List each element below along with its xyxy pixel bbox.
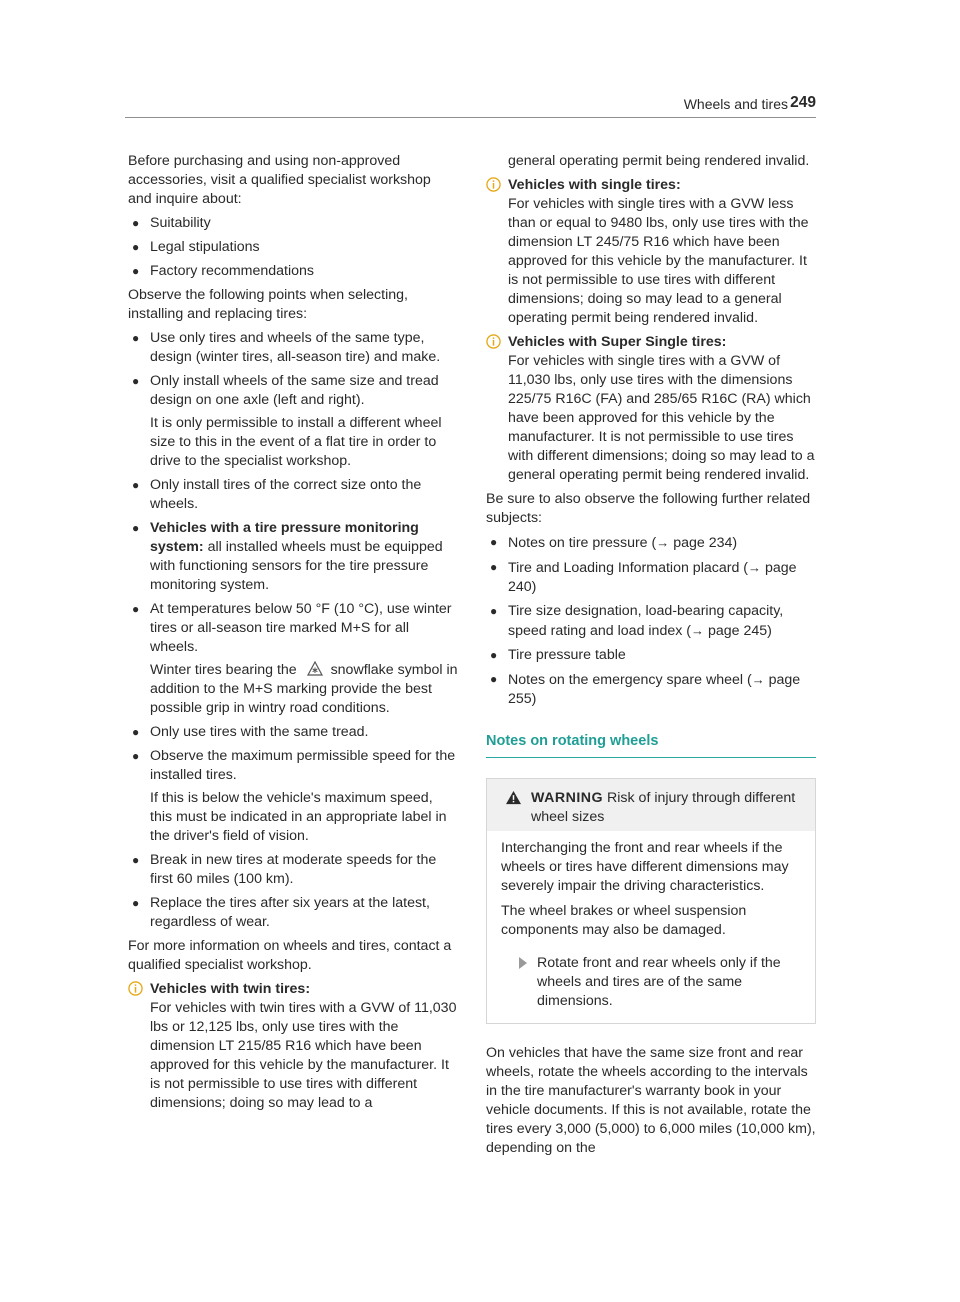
page-header: [125, 0, 816, 118]
list-item: ● Only install tires of the correct size onto the wheels.: [132, 477, 422, 512]
warning-triangle-icon: [505, 790, 522, 805]
note-icon: [486, 177, 501, 192]
note-title: Vehicles with twin tires:: [150, 981, 311, 997]
bullet-icon: ●: [490, 535, 498, 549]
running-header-title: Wheels and tires: [683, 96, 788, 112]
bullet-icon: ●: [132, 264, 140, 278]
snowflake-mountain-icon: [307, 661, 323, 676]
bullet-icon: ●: [132, 478, 140, 492]
list-item: ● Break in new tires at moderate speeds for the first 60 miles (100 km).: [132, 852, 437, 887]
warning-header: [487, 779, 815, 831]
cross-reference-arrow-icon: →: [691, 623, 704, 638]
note-title: Vehicles with Super Single tires:: [508, 334, 727, 350]
list-item[interactable]: ● Notes on the emergency spare wheel (→ page 255): [490, 672, 801, 707]
note-text: For vehicles with single tires with a GVW less than or equal to 9480 lbs, only use tires with the dimension LT 245/75 R16 which have been approved for this vehicle by the manufacturer. It is not permissible to use tires with different dimensions; doing so may lead to a general operating permit being rendered invalid.: [508, 196, 809, 326]
bullet-icon: ●: [132, 853, 140, 867]
cross-reference-arrow-icon: →: [656, 535, 670, 550]
bullet-icon: ●: [490, 648, 498, 662]
action-arrow-icon: [519, 957, 527, 969]
warning-text: Interchanging the front and rear wheels if the wheels or tires have different dimensions may severely impair the driving characteristics.: [501, 840, 789, 894]
bullet-icon: ●: [132, 240, 140, 254]
related-subjects-list: [486, 533, 816, 709]
page-reference-link[interactable]: page 234): [673, 535, 738, 551]
list-item: ● Use only tires and wheels of the same type, design (winter tires, all-season tire) and make.: [132, 330, 441, 365]
bullet-icon: ●: [132, 374, 140, 388]
list-item: ● Replace the tires after six years at the latest, regardless of wear.: [132, 895, 430, 930]
list-item: ● Suitability: [132, 215, 211, 231]
warning-body: [487, 831, 815, 1023]
left-column: [128, 152, 458, 1118]
super-single-tires-note: [486, 333, 816, 485]
warning-signal-word: WARNING: [531, 790, 604, 806]
warning-text: The wheel brakes or wheel suspension components may also be damaged.: [501, 903, 747, 938]
note-text: For vehicles with twin tires with a GVW of 11,030 lbs or 12,125 lbs, only use tires with the dimension LT 215/85 R16 which have been approved for this vehicle by the manufacturer. It is not permissible to use tires with different dimensions; doing so may lead to a: [150, 1000, 457, 1111]
twin-tires-note: [128, 980, 458, 1113]
list-item[interactable]: ● Notes on tire pressure (→ page 234): [490, 535, 738, 551]
list-item: ● Vehicles with a tire pressure monitoring system: all installed wheels must be equipped with functioning sensors for the tire pressure monitoring system.: [132, 520, 443, 593]
more-info-paragraph: For more information on wheels and tires, contact a qualified specialist workshop.: [128, 938, 452, 973]
list-item: ● Only use tires with the same tread.: [132, 724, 369, 740]
bullet-icon: ●: [132, 896, 140, 910]
list-item: ● Only install wheels of the same size and tread design on one axle (left and right). It is only permissible to install a different wheel size to this in the event of a flat tire in order to drive to the specialist workshop.: [132, 373, 442, 469]
bullet-icon: ●: [490, 560, 498, 574]
single-tires-note: [486, 176, 816, 328]
right-column: [486, 152, 816, 1163]
note-icon: [486, 334, 501, 349]
continued-text: general operating permit being rendered invalid.: [508, 153, 810, 169]
bullet-icon: ●: [132, 331, 140, 345]
list-item[interactable]: ● Tire size designation, load-bearing capacity, speed rating and load index (→ page 245): [490, 603, 784, 639]
page-reference-link[interactable]: page 255): [508, 672, 801, 707]
list-item: ● Observe the maximum permissible speed for the installed tires. If this is below the vehicle's maximum speed, this must be indicated in an appropriate label in the driver's field of vision.: [132, 748, 456, 844]
note-text: For vehicles with single tires with a GVW of 11,030 lbs, only use tires with the dimensions 225/75 R16C (FA) and 285/65 R16C (RA) which have been approved for this vehicle by the manufacturer. It is not permissible to use tires with different dimensions; doing so may lead to a general operating permit being rendered invalid.: [508, 353, 815, 483]
warning-action: [501, 954, 801, 1011]
page-number: 249: [790, 94, 816, 111]
intro-paragraph: Before purchasing and using non-approved accessories, visit a qualified specialist workshop and inquire about:: [128, 153, 431, 207]
list-item[interactable]: ● Tire and Loading Information placard (→ page 240): [490, 560, 797, 595]
bullet-icon: ●: [132, 216, 140, 230]
selection-points-list: [128, 329, 458, 932]
list-item: ● Tire pressure table: [490, 647, 626, 663]
observe-paragraph: Observe the following points when selecting, installing and replacing tires:: [128, 287, 408, 322]
bullet-icon: ●: [132, 521, 140, 535]
list-item: ● Legal stipulations: [132, 239, 260, 255]
cross-reference-arrow-icon: →: [748, 560, 762, 575]
bullet-icon: ●: [490, 672, 498, 686]
page-reference-link[interactable]: page 245): [707, 623, 772, 639]
cross-reference-arrow-icon: →: [751, 672, 765, 687]
rotation-paragraph: On vehicles that have the same size front and rear wheels, rotate the wheels according to the intervals in the tire manufacturer's warranty book in your vehicle documents. If this is not available, rotate the tires every 3,000 (5,000) to 6,000 miles (10,000 km), depending on the: [486, 1045, 816, 1156]
bullet-icon: ●: [132, 749, 140, 763]
warning-title: Risk of injury through different wheel sizes: [531, 790, 796, 825]
section-heading: Notes on rotating wheels: [486, 732, 816, 758]
bullet-icon: ●: [490, 604, 498, 618]
warning-box: [486, 778, 816, 1024]
list-item: ● Factory recommendations: [132, 263, 315, 279]
bullet-icon: ●: [132, 725, 140, 739]
page-reference-link[interactable]: page 240): [508, 560, 797, 595]
note-icon: [128, 981, 143, 996]
list-item: ● At temperatures below 50 °F (10 °C), use winter tires or all-season tire marked M+S for all wheels. Winter tires bearing the snowflake symbol in addition to the M+S marking provide the best possible grip in wintry road conditions.: [132, 601, 458, 716]
action-text: Rotate front and rear wheels only if the wheels and tires are of the same dimensions.: [537, 955, 781, 1009]
further-subjects-paragraph: Be sure to also observe the following further related subjects:: [486, 491, 811, 526]
bullet-icon: ●: [132, 602, 140, 616]
note-title: Vehicles with single tires:: [508, 177, 681, 193]
inquire-list: [128, 214, 458, 281]
